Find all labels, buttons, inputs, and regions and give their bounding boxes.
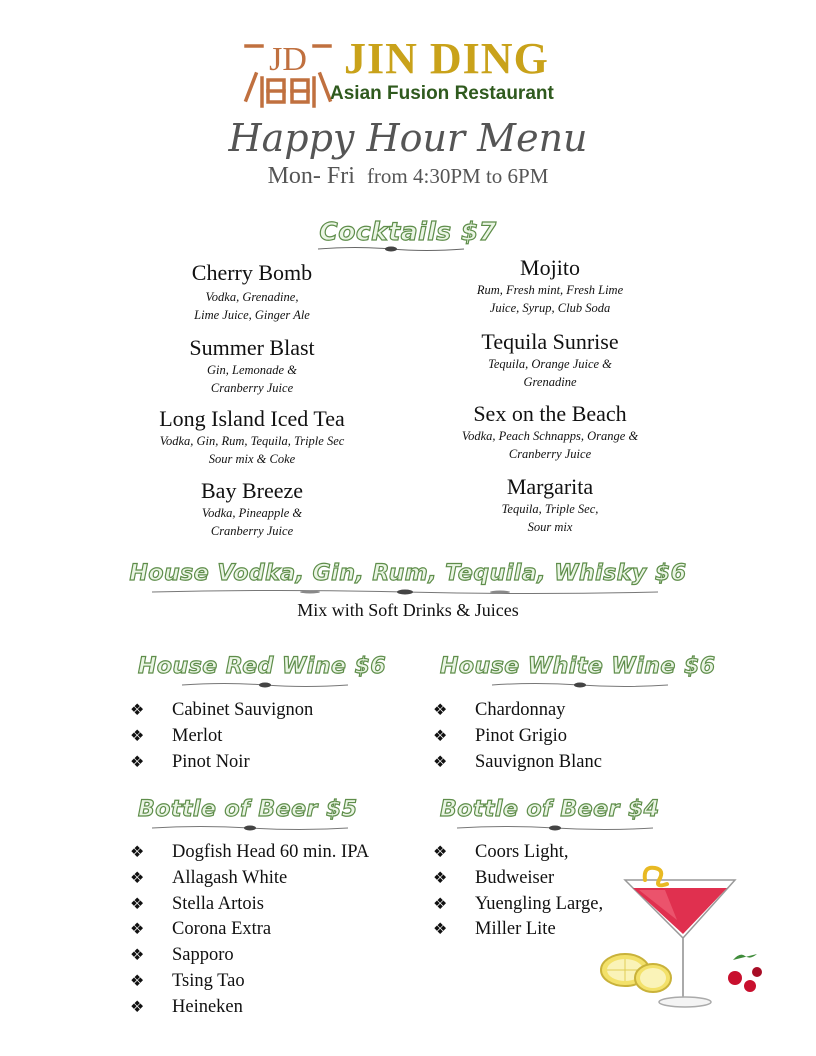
list-item: ❖ Corona Extra: [130, 917, 369, 943]
list-item: ❖ Pinot Noir: [130, 750, 313, 776]
lemon-slice-icon: [601, 954, 671, 992]
cocktail-name: Cherry Bomb: [191, 260, 313, 285]
list-item: ❖ Miller Lite: [433, 917, 603, 943]
cocktail-desc: Cranberry Juice: [508, 447, 592, 461]
bullet-icon: ❖: [433, 921, 448, 939]
list-item: ❖ Coors Light,: [433, 840, 603, 866]
list-item: ❖ Merlot: [130, 724, 313, 750]
bullet-icon: ❖: [130, 998, 145, 1016]
list-item: ❖ Cabinet Sauvignon: [130, 698, 313, 724]
flourish-divider-icon: [150, 823, 350, 833]
menu-title: Happy Hour Menu: [228, 116, 588, 160]
cocktail-desc: Sour mix & Coke: [208, 452, 296, 466]
cocktail-desc: Sour mix: [527, 520, 573, 534]
logo-letters: JD: [269, 41, 307, 78]
list-item: ❖ Stella Artois: [130, 892, 369, 918]
flourish-divider-icon: [150, 587, 660, 597]
cocktail-item: [430, 255, 670, 317]
hours-days: Mon- Fri: [267, 163, 355, 189]
list-item: ❖ Chardonnay: [433, 698, 602, 724]
cocktail-item: [430, 329, 670, 391]
hours-time: from 4:30PM to 6PM: [366, 164, 549, 188]
cocktail-desc: Rum, Fresh mint, Fresh Lime: [476, 283, 624, 297]
list-item: ❖ Sapporo: [130, 943, 369, 969]
brand-tagline: Asian Fusion Restaurant: [330, 83, 554, 104]
bullet-icon: ❖: [130, 895, 145, 913]
cherry-icon: [728, 954, 762, 992]
cocktail-name: Mojito: [520, 255, 580, 280]
bullet-icon: ❖: [130, 972, 145, 990]
cocktail-desc: Gin, Lemonade &: [207, 363, 297, 377]
bullet-icon: ❖: [433, 869, 448, 887]
cocktail-item: [122, 260, 382, 324]
cocktail-name: Long Island Iced Tea: [159, 406, 345, 431]
cocktail-desc: Vodka, Gin, Rum, Tequila, Triple Sec: [159, 434, 345, 448]
cocktail-item: [122, 335, 382, 397]
cocktail-name: Sex on the Beach: [473, 401, 627, 426]
white-wine-heading: House White Wine $6: [440, 654, 716, 679]
mix-note: Mix with Soft Drinks & Juices: [297, 600, 519, 620]
flourish-divider-icon: [455, 823, 655, 833]
house-spirits-heading: House Vodka, Gin, Rum, Tequila, Whisky $6: [129, 561, 687, 586]
list-item: ❖ Allagash White: [130, 866, 369, 892]
list-item: ❖ Tsing Tao: [130, 969, 369, 995]
cocktail-desc: Vodka, Peach Schnapps, Orange &: [461, 429, 639, 443]
flourish-divider-icon: [490, 680, 670, 690]
red-wine-heading: House Red Wine $6: [138, 654, 387, 679]
cocktail-glass-icon: [595, 860, 765, 1010]
flourish-divider-icon: [180, 680, 350, 690]
cocktails-heading: Cocktails $7: [319, 217, 497, 246]
red-wine-list: [130, 698, 313, 775]
menu-hours: [0, 160, 816, 192]
cocktail-desc: Lime Juice, Ginger Ale: [194, 308, 310, 322]
cocktail-item: [430, 401, 670, 463]
list-item: ❖ Budweiser: [433, 866, 603, 892]
brand-name: JIN DING: [344, 34, 549, 83]
bullet-icon: ❖: [130, 727, 145, 745]
bullet-icon: ❖: [433, 702, 448, 719]
bullet-icon: ❖: [130, 947, 145, 965]
cocktail-desc: Grenadine: [523, 375, 577, 389]
cocktail-desc: Tequila, Orange Juice &: [488, 357, 612, 371]
beer-4-list: [433, 840, 603, 943]
bullet-icon: ❖: [130, 921, 145, 939]
cocktail-item: [122, 478, 382, 540]
cocktail-name: Tequila Sunrise: [481, 329, 619, 354]
list-item: ❖ Dogfish Head 60 min. IPA: [130, 840, 369, 866]
flourish-divider-icon: [316, 244, 466, 254]
bullet-icon: ❖: [433, 895, 448, 913]
jd-logo-icon: [242, 34, 334, 110]
cocktail-name: Margarita: [506, 474, 594, 499]
list-item: ❖ Yuengling Large,: [433, 892, 603, 918]
list-item: ❖ Pinot Grigio: [433, 724, 602, 750]
beer-4-heading: Bottle of Beer $4: [440, 797, 660, 822]
cocktail-desc: Vodka, Pineapple &: [201, 506, 303, 520]
cocktail-desc: Juice, Syrup, Club Soda: [489, 301, 611, 315]
bullet-icon: ❖: [130, 702, 145, 719]
bullet-icon: ❖: [130, 869, 145, 887]
bullet-icon: ❖: [433, 727, 448, 745]
list-item: ❖ Sauvignon Blanc: [433, 750, 602, 776]
cocktail-item: [122, 406, 382, 468]
cocktail-desc: Vodka, Grenadine,: [205, 290, 299, 304]
beer-5-list: [130, 840, 369, 1021]
cocktail-desc: Tequila, Triple Sec,: [501, 502, 599, 516]
bullet-icon: ❖: [130, 753, 145, 771]
cocktail-name: Bay Breeze: [201, 478, 303, 503]
list-item: ❖ Heineken: [130, 995, 369, 1021]
beer-5-heading: Bottle of Beer $5: [138, 797, 358, 822]
cocktail-item: [430, 474, 670, 536]
bullet-icon: ❖: [433, 753, 448, 771]
white-wine-list: [433, 698, 602, 775]
cocktail-desc: Cranberry Juice: [210, 524, 294, 538]
cocktail-name: Summer Blast: [189, 335, 315, 360]
bullet-icon: ❖: [433, 844, 448, 861]
bullet-icon: ❖: [130, 844, 145, 861]
cocktail-desc: Cranberry Juice: [210, 381, 294, 395]
